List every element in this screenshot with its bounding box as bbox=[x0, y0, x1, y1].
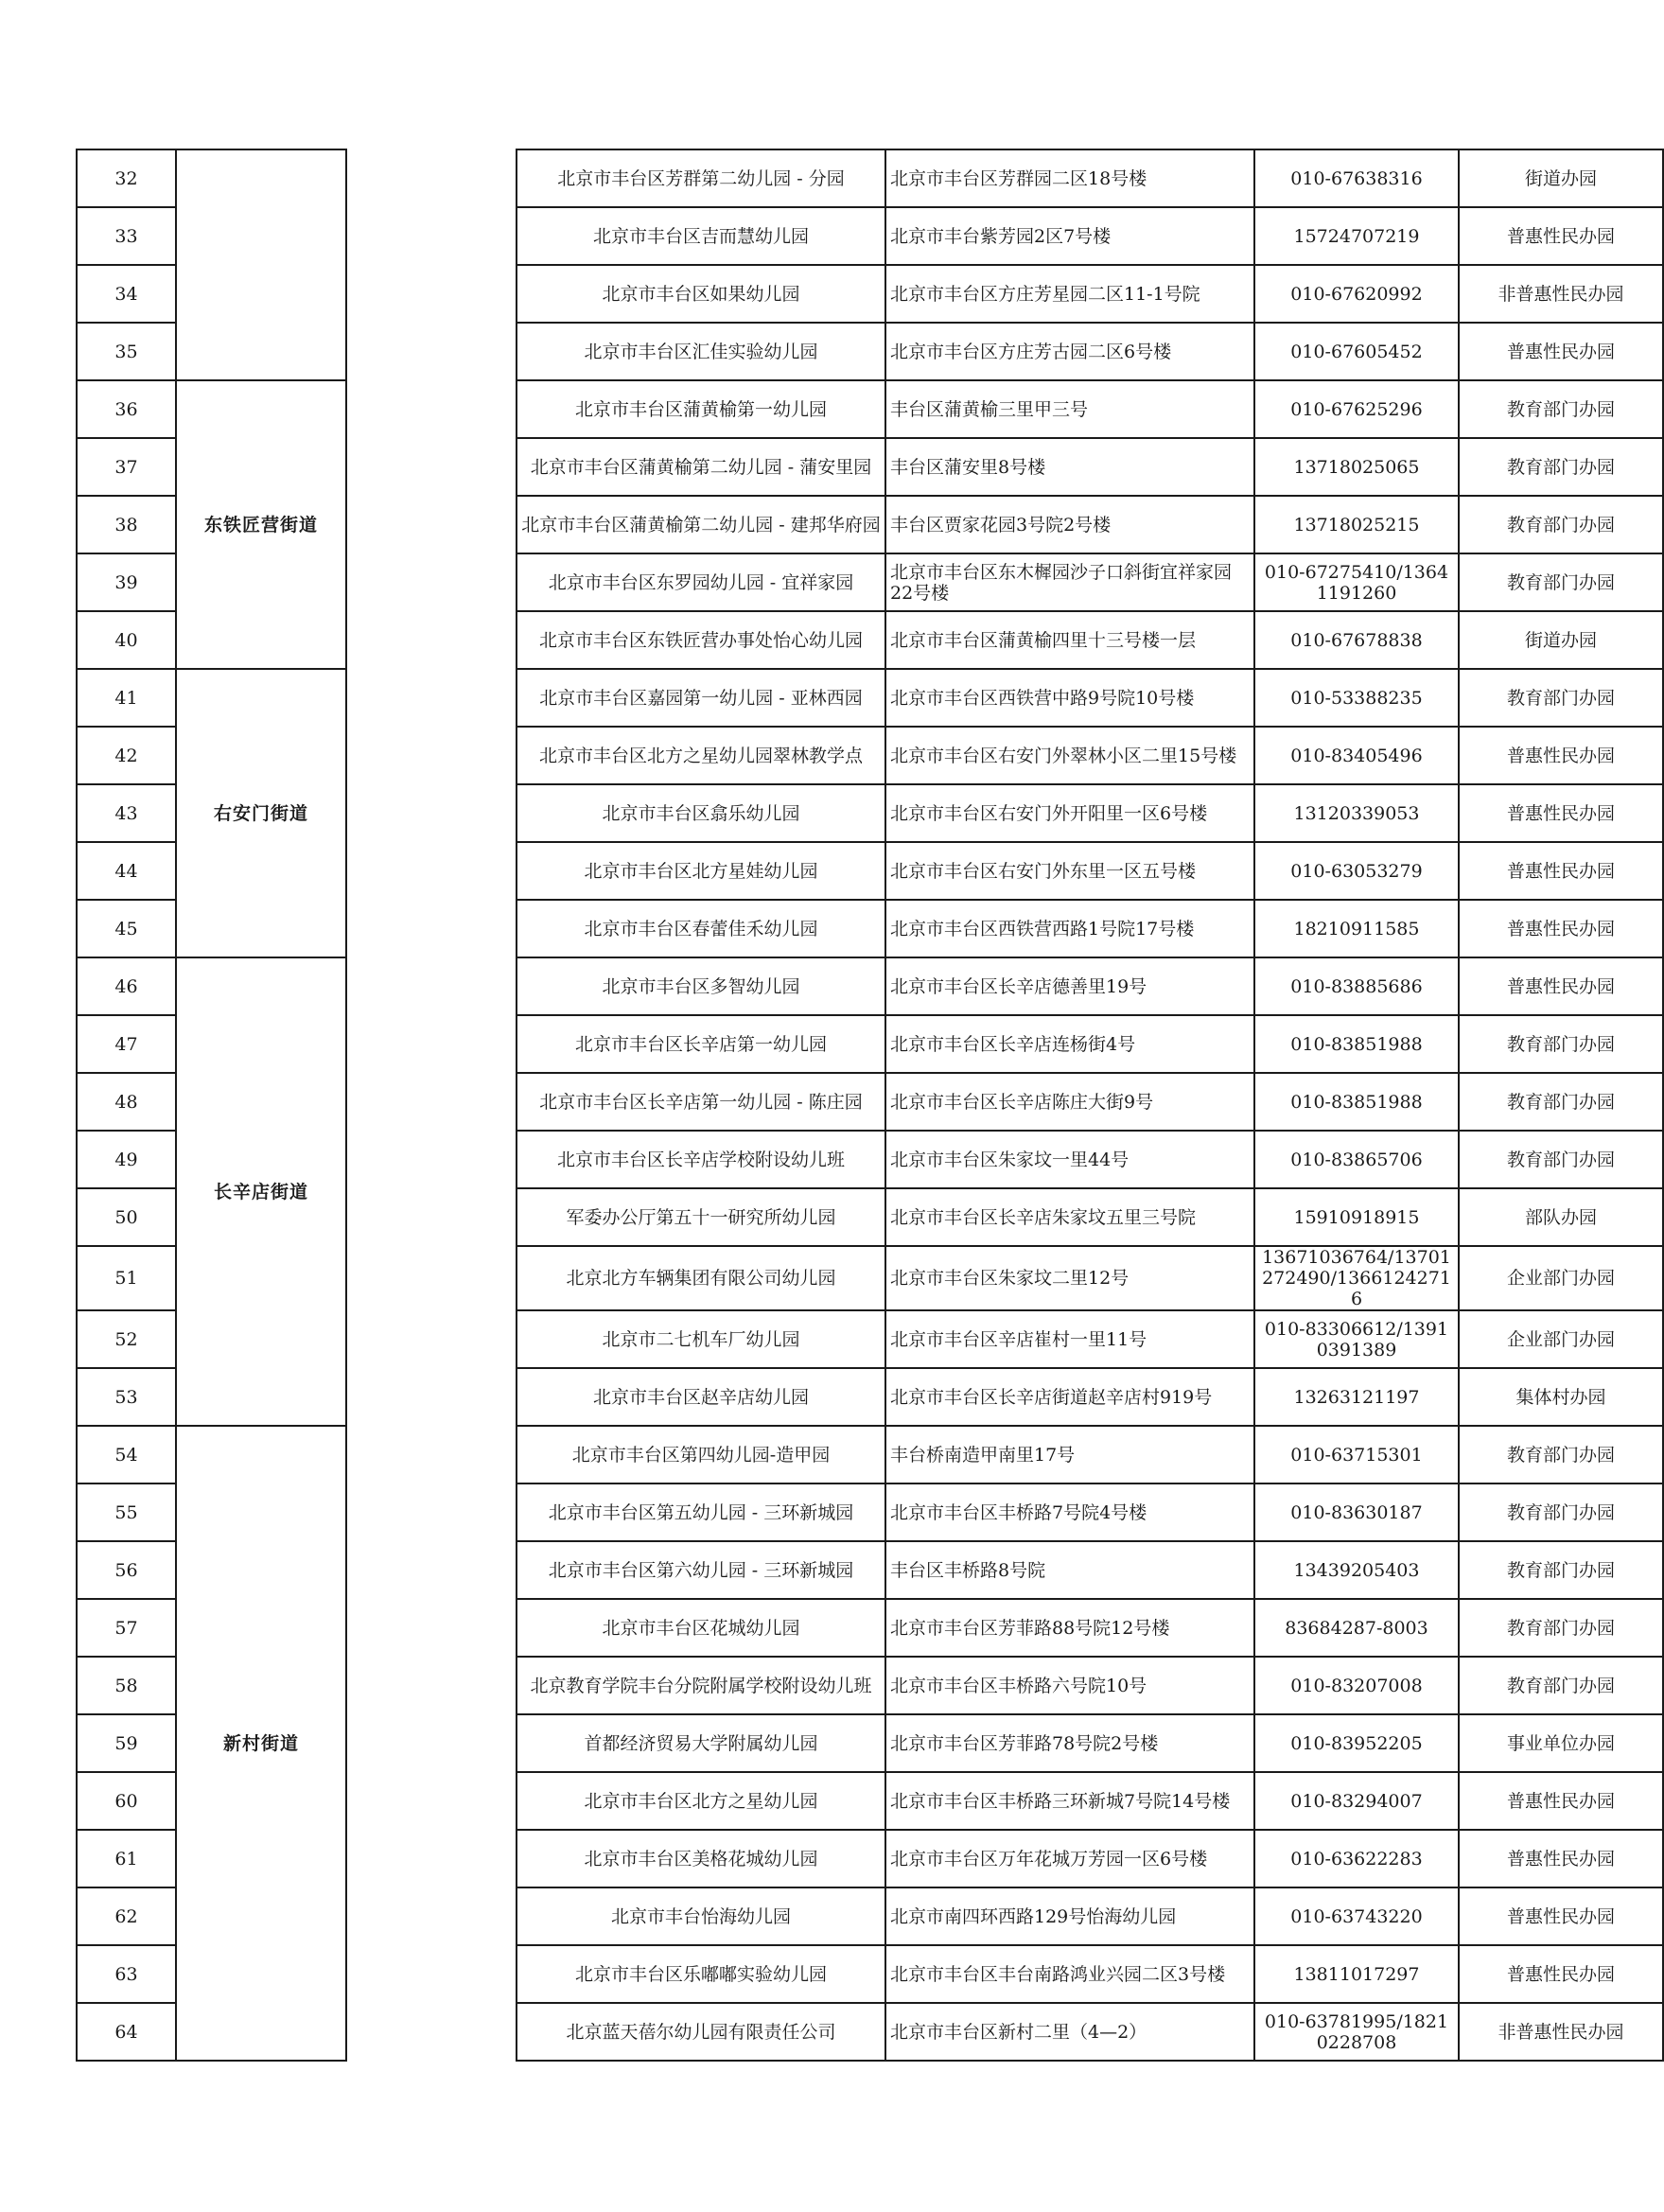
column-gap bbox=[346, 1483, 517, 1541]
kindergarten-name: 北京市丰台区第四幼儿园-造甲园 bbox=[517, 1426, 885, 1483]
kindergarten-address: 丰台区丰桥路8号院 bbox=[885, 1541, 1254, 1599]
kindergarten-address: 北京市丰台区新村二里（4—2） bbox=[885, 2003, 1254, 2061]
row-number: 43 bbox=[77, 784, 176, 842]
kindergarten-name: 北京市丰台区赵辛店幼儿园 bbox=[517, 1368, 885, 1426]
kindergarten-address: 北京市丰台区方庄芳古园二区6号楼 bbox=[885, 323, 1254, 380]
operator-type: 教育部门办园 bbox=[1459, 1541, 1663, 1599]
row-number: 48 bbox=[77, 1073, 176, 1131]
kindergarten-name: 北京市丰台区北方之星幼儿园翠林教学点 bbox=[517, 727, 885, 784]
row-number: 62 bbox=[77, 1887, 176, 1945]
kindergarten-name: 北京教育学院丰台分院附属学校附设幼儿班 bbox=[517, 1657, 885, 1714]
column-gap bbox=[346, 438, 517, 496]
contact-phone: 010-67678838 bbox=[1254, 611, 1459, 669]
contact-phone: 010-63781995/18210228708 bbox=[1254, 2003, 1459, 2061]
column-gap bbox=[346, 207, 517, 265]
kindergarten-address: 北京市丰台区东木樨园沙子口斜街宜祥家园22号楼 bbox=[885, 553, 1254, 611]
contact-phone: 010-83294007 bbox=[1254, 1772, 1459, 1830]
kindergarten-address: 北京市丰台区朱家坟二里12号 bbox=[885, 1246, 1254, 1310]
kindergarten-address: 丰台区贾家花园3号院2号楼 bbox=[885, 496, 1254, 553]
contact-phone: 13718025065 bbox=[1254, 438, 1459, 496]
row-number: 46 bbox=[77, 957, 176, 1015]
kindergarten-address: 北京市丰台区丰桥路三环新城7号院14号楼 bbox=[885, 1772, 1254, 1830]
table-row bbox=[77, 149, 1663, 207]
contact-phone: 010-83630187 bbox=[1254, 1483, 1459, 1541]
contact-phone: 18210911585 bbox=[1254, 900, 1459, 957]
kindergarten-address: 北京市丰台区长辛店街道赵辛店村919号 bbox=[885, 1368, 1254, 1426]
kindergarten-table bbox=[76, 149, 1664, 2062]
kindergarten-name: 北京市丰台区东铁匠营办事处怡心幼儿园 bbox=[517, 611, 885, 669]
operator-type: 普惠性民办园 bbox=[1459, 1772, 1663, 1830]
contact-phone: 010-63622283 bbox=[1254, 1830, 1459, 1887]
column-gap bbox=[346, 1188, 517, 1246]
operator-type: 普惠性民办园 bbox=[1459, 900, 1663, 957]
operator-type: 普惠性民办园 bbox=[1459, 1830, 1663, 1887]
operator-type: 非普惠性民办园 bbox=[1459, 2003, 1663, 2061]
operator-type: 企业部门办园 bbox=[1459, 1246, 1663, 1310]
operator-type: 教育部门办园 bbox=[1459, 1483, 1663, 1541]
column-gap bbox=[346, 1131, 517, 1188]
row-number: 60 bbox=[77, 1772, 176, 1830]
table-row bbox=[77, 380, 1663, 438]
contact-phone: 010-83306612/13910391389 bbox=[1254, 1310, 1459, 1368]
contact-phone: 010-67638316 bbox=[1254, 149, 1459, 207]
kindergarten-name: 北京市丰台区翕乐幼儿园 bbox=[517, 784, 885, 842]
street-name: 东铁匠营街道 bbox=[176, 380, 346, 669]
kindergarten-address: 北京市丰台区长辛店朱家坟五里三号院 bbox=[885, 1188, 1254, 1246]
row-number: 57 bbox=[77, 1599, 176, 1657]
row-number: 59 bbox=[77, 1714, 176, 1772]
contact-phone: 010-63053279 bbox=[1254, 842, 1459, 900]
contact-phone: 010-67605452 bbox=[1254, 323, 1459, 380]
kindergarten-name: 北京市丰台怡海幼儿园 bbox=[517, 1887, 885, 1945]
kindergarten-address: 北京市丰台区右安门外开阳里一区6号楼 bbox=[885, 784, 1254, 842]
column-gap bbox=[346, 1772, 517, 1830]
kindergarten-name: 北京市丰台区花城幼儿园 bbox=[517, 1599, 885, 1657]
contact-phone: 010-63743220 bbox=[1254, 1887, 1459, 1945]
column-gap bbox=[346, 323, 517, 380]
kindergarten-name: 北京市丰台区乐嘟嘟实验幼儿园 bbox=[517, 1945, 885, 2003]
kindergarten-address: 北京市丰台区右安门外东里一区五号楼 bbox=[885, 842, 1254, 900]
kindergarten-address: 北京市丰台区芳菲路78号院2号楼 bbox=[885, 1714, 1254, 1772]
kindergarten-name: 北京市丰台区第六幼儿园 - 三环新城园 bbox=[517, 1541, 885, 1599]
kindergarten-address: 北京市丰台区万年花城万芳园一区6号楼 bbox=[885, 1830, 1254, 1887]
kindergarten-address: 北京市丰台区朱家坟一里44号 bbox=[885, 1131, 1254, 1188]
kindergarten-name: 北京市丰台区如果幼儿园 bbox=[517, 265, 885, 323]
row-number: 51 bbox=[77, 1246, 176, 1310]
column-gap bbox=[346, 1310, 517, 1368]
column-gap bbox=[346, 1830, 517, 1887]
kindergarten-address: 丰台桥南造甲南里17号 bbox=[885, 1426, 1254, 1483]
row-number: 44 bbox=[77, 842, 176, 900]
kindergarten-address: 北京市丰台区芳群园二区18号楼 bbox=[885, 149, 1254, 207]
row-number: 41 bbox=[77, 669, 176, 727]
row-number: 40 bbox=[77, 611, 176, 669]
row-number: 63 bbox=[77, 1945, 176, 2003]
kindergarten-address: 北京市丰台区辛店崔村一里11号 bbox=[885, 1310, 1254, 1368]
kindergarten-address: 丰台区蒲黄榆三里甲三号 bbox=[885, 380, 1254, 438]
kindergarten-address: 北京市丰台区长辛店陈庄大街9号 bbox=[885, 1073, 1254, 1131]
operator-type: 普惠性民办园 bbox=[1459, 727, 1663, 784]
contact-phone: 010-83207008 bbox=[1254, 1657, 1459, 1714]
kindergarten-name: 北京市丰台区北方之星幼儿园 bbox=[517, 1772, 885, 1830]
column-gap bbox=[346, 2003, 517, 2061]
kindergarten-name: 北京市丰台区春蕾佳禾幼儿园 bbox=[517, 900, 885, 957]
kindergarten-address: 北京市丰台区丰桥路六号院10号 bbox=[885, 1657, 1254, 1714]
row-number: 52 bbox=[77, 1310, 176, 1368]
row-number: 37 bbox=[77, 438, 176, 496]
operator-type: 教育部门办园 bbox=[1459, 380, 1663, 438]
column-gap bbox=[346, 1541, 517, 1599]
kindergarten-address: 北京市丰台区丰台南路鸿业兴园二区3号楼 bbox=[885, 1945, 1254, 2003]
row-number: 35 bbox=[77, 323, 176, 380]
kindergarten-address: 丰台区蒲安里8号楼 bbox=[885, 438, 1254, 496]
row-number: 39 bbox=[77, 553, 176, 611]
kindergarten-address: 北京市丰台区西铁营西路1号院17号楼 bbox=[885, 900, 1254, 957]
contact-phone: 010-63715301 bbox=[1254, 1426, 1459, 1483]
row-number: 50 bbox=[77, 1188, 176, 1246]
row-number: 32 bbox=[77, 149, 176, 207]
kindergarten-address: 北京市丰台区蒲黄榆四里十三号楼一层 bbox=[885, 611, 1254, 669]
column-gap bbox=[346, 1887, 517, 1945]
kindergarten-address: 北京市丰台区芳菲路88号院12号楼 bbox=[885, 1599, 1254, 1657]
street-cell-blank bbox=[176, 149, 346, 380]
column-gap bbox=[346, 265, 517, 323]
kindergarten-name: 军委办公厅第五十一研究所幼儿园 bbox=[517, 1188, 885, 1246]
row-number: 54 bbox=[77, 1426, 176, 1483]
kindergarten-name: 北京市丰台区蒲黄榆第一幼儿园 bbox=[517, 380, 885, 438]
operator-type: 非普惠性民办园 bbox=[1459, 265, 1663, 323]
kindergarten-address: 北京市丰台区西铁营中路9号院10号楼 bbox=[885, 669, 1254, 727]
column-gap bbox=[346, 553, 517, 611]
operator-type: 事业单位办园 bbox=[1459, 1714, 1663, 1772]
operator-type: 教育部门办园 bbox=[1459, 496, 1663, 553]
operator-type: 教育部门办园 bbox=[1459, 438, 1663, 496]
column-gap bbox=[346, 842, 517, 900]
row-number: 33 bbox=[77, 207, 176, 265]
column-gap bbox=[346, 727, 517, 784]
operator-type: 教育部门办园 bbox=[1459, 1131, 1663, 1188]
operator-type: 普惠性民办园 bbox=[1459, 784, 1663, 842]
kindergarten-name: 北京市丰台区蒲黄榆第二幼儿园 - 蒲安里园 bbox=[517, 438, 885, 496]
contact-phone: 010-67620992 bbox=[1254, 265, 1459, 323]
row-number: 53 bbox=[77, 1368, 176, 1426]
column-gap bbox=[346, 380, 517, 438]
operator-type: 教育部门办园 bbox=[1459, 1657, 1663, 1714]
contact-phone: 13718025215 bbox=[1254, 496, 1459, 553]
column-gap bbox=[346, 784, 517, 842]
operator-type: 普惠性民办园 bbox=[1459, 957, 1663, 1015]
column-gap bbox=[346, 611, 517, 669]
kindergarten-address: 北京市丰台区方庄芳星园二区11-1号院 bbox=[885, 265, 1254, 323]
contact-phone: 010-83851988 bbox=[1254, 1015, 1459, 1073]
contact-phone: 010-83851988 bbox=[1254, 1073, 1459, 1131]
contact-phone: 13439205403 bbox=[1254, 1541, 1459, 1599]
kindergarten-name: 北京市二七机车厂幼儿园 bbox=[517, 1310, 885, 1368]
column-gap bbox=[346, 496, 517, 553]
contact-phone: 010-53388235 bbox=[1254, 669, 1459, 727]
contact-phone: 13120339053 bbox=[1254, 784, 1459, 842]
kindergarten-name: 北京蓝天蓓尔幼儿园有限责任公司 bbox=[517, 2003, 885, 2061]
kindergarten-name: 首都经济贸易大学附属幼儿园 bbox=[517, 1714, 885, 1772]
contact-phone: 13811017297 bbox=[1254, 1945, 1459, 2003]
operator-type: 教育部门办园 bbox=[1459, 553, 1663, 611]
operator-type: 教育部门办园 bbox=[1459, 1073, 1663, 1131]
row-number: 38 bbox=[77, 496, 176, 553]
column-gap bbox=[346, 1714, 517, 1772]
row-number: 49 bbox=[77, 1131, 176, 1188]
kindergarten-address: 北京市丰台区长辛店德善里19号 bbox=[885, 957, 1254, 1015]
column-gap bbox=[346, 1426, 517, 1483]
row-number: 56 bbox=[77, 1541, 176, 1599]
column-gap bbox=[346, 1015, 517, 1073]
column-gap bbox=[346, 669, 517, 727]
column-gap bbox=[346, 900, 517, 957]
row-number: 36 bbox=[77, 380, 176, 438]
street-name: 长辛店街道 bbox=[176, 957, 346, 1426]
kindergarten-name: 北京市丰台区北方星娃幼儿园 bbox=[517, 842, 885, 900]
column-gap bbox=[346, 1945, 517, 2003]
kindergarten-name: 北京北方车辆集团有限公司幼儿园 bbox=[517, 1246, 885, 1310]
column-gap bbox=[346, 1599, 517, 1657]
table-row bbox=[77, 1426, 1663, 1483]
operator-type: 普惠性民办园 bbox=[1459, 1945, 1663, 2003]
operator-type: 普惠性民办园 bbox=[1459, 323, 1663, 380]
operator-type: 普惠性民办园 bbox=[1459, 1887, 1663, 1945]
contact-phone: 13263121197 bbox=[1254, 1368, 1459, 1426]
row-number: 42 bbox=[77, 727, 176, 784]
column-gap bbox=[346, 957, 517, 1015]
kindergarten-name: 北京市丰台区东罗园幼儿园 - 宜祥家园 bbox=[517, 553, 885, 611]
row-number: 47 bbox=[77, 1015, 176, 1073]
row-number: 45 bbox=[77, 900, 176, 957]
kindergarten-name: 北京市丰台区长辛店第一幼儿园 - 陈庄园 bbox=[517, 1073, 885, 1131]
contact-phone: 010-83405496 bbox=[1254, 727, 1459, 784]
kindergarten-name: 北京市丰台区长辛店学校附设幼儿班 bbox=[517, 1131, 885, 1188]
row-number: 34 bbox=[77, 265, 176, 323]
row-number: 58 bbox=[77, 1657, 176, 1714]
kindergarten-name: 北京市丰台区美格花城幼儿园 bbox=[517, 1830, 885, 1887]
column-gap bbox=[346, 1657, 517, 1714]
kindergarten-address: 北京市丰台区右安门外翠林小区二里15号楼 bbox=[885, 727, 1254, 784]
operator-type: 企业部门办园 bbox=[1459, 1310, 1663, 1368]
operator-type: 普惠性民办园 bbox=[1459, 842, 1663, 900]
operator-type: 街道办园 bbox=[1459, 611, 1663, 669]
kindergarten-name: 北京市丰台区蒲黄榆第二幼儿园 - 建邦华府园 bbox=[517, 496, 885, 553]
row-number: 61 bbox=[77, 1830, 176, 1887]
contact-phone: 15724707219 bbox=[1254, 207, 1459, 265]
contact-phone: 010-83865706 bbox=[1254, 1131, 1459, 1188]
table-row bbox=[77, 957, 1663, 1015]
operator-type: 教育部门办园 bbox=[1459, 1599, 1663, 1657]
kindergarten-name: 北京市丰台区多智幼儿园 bbox=[517, 957, 885, 1015]
contact-phone: 83684287-8003 bbox=[1254, 1599, 1459, 1657]
column-gap bbox=[346, 149, 517, 207]
kindergarten-address: 北京市南四环西路129号怡海幼儿园 bbox=[885, 1887, 1254, 1945]
operator-type: 普惠性民办园 bbox=[1459, 207, 1663, 265]
row-number: 64 bbox=[77, 2003, 176, 2061]
kindergarten-name: 北京市丰台区长辛店第一幼儿园 bbox=[517, 1015, 885, 1073]
street-name: 新村街道 bbox=[176, 1426, 346, 2061]
contact-phone: 010-67275410/13641191260 bbox=[1254, 553, 1459, 611]
operator-type: 教育部门办园 bbox=[1459, 669, 1663, 727]
contact-phone: 010-83885686 bbox=[1254, 957, 1459, 1015]
column-gap bbox=[346, 1246, 517, 1310]
contact-phone: 15910918915 bbox=[1254, 1188, 1459, 1246]
kindergarten-address: 北京市丰台区长辛店连杨街4号 bbox=[885, 1015, 1254, 1073]
contact-phone: 010-83952205 bbox=[1254, 1714, 1459, 1772]
kindergarten-name: 北京市丰台区吉而慧幼儿园 bbox=[517, 207, 885, 265]
table-row bbox=[77, 669, 1663, 727]
contact-phone: 13671036764/13701272490/13661242716 bbox=[1254, 1246, 1459, 1310]
column-gap bbox=[346, 1368, 517, 1426]
kindergarten-address: 北京市丰台区丰桥路7号院4号楼 bbox=[885, 1483, 1254, 1541]
contact-phone: 010-67625296 bbox=[1254, 380, 1459, 438]
operator-type: 教育部门办园 bbox=[1459, 1015, 1663, 1073]
row-number: 55 bbox=[77, 1483, 176, 1541]
kindergarten-address: 北京市丰台紫芳园2区7号楼 bbox=[885, 207, 1254, 265]
operator-type: 教育部门办园 bbox=[1459, 1426, 1663, 1483]
kindergarten-name: 北京市丰台区嘉园第一幼儿园 - 亚林西园 bbox=[517, 669, 885, 727]
kindergarten-name: 北京市丰台区第五幼儿园 - 三环新城园 bbox=[517, 1483, 885, 1541]
street-name: 右安门街道 bbox=[176, 669, 346, 957]
kindergarten-name: 北京市丰台区汇佳实验幼儿园 bbox=[517, 323, 885, 380]
operator-type: 街道办园 bbox=[1459, 149, 1663, 207]
kindergarten-name: 北京市丰台区芳群第二幼儿园 - 分园 bbox=[517, 149, 885, 207]
operator-type: 集体村办园 bbox=[1459, 1368, 1663, 1426]
column-gap bbox=[346, 1073, 517, 1131]
operator-type: 部队办园 bbox=[1459, 1188, 1663, 1246]
